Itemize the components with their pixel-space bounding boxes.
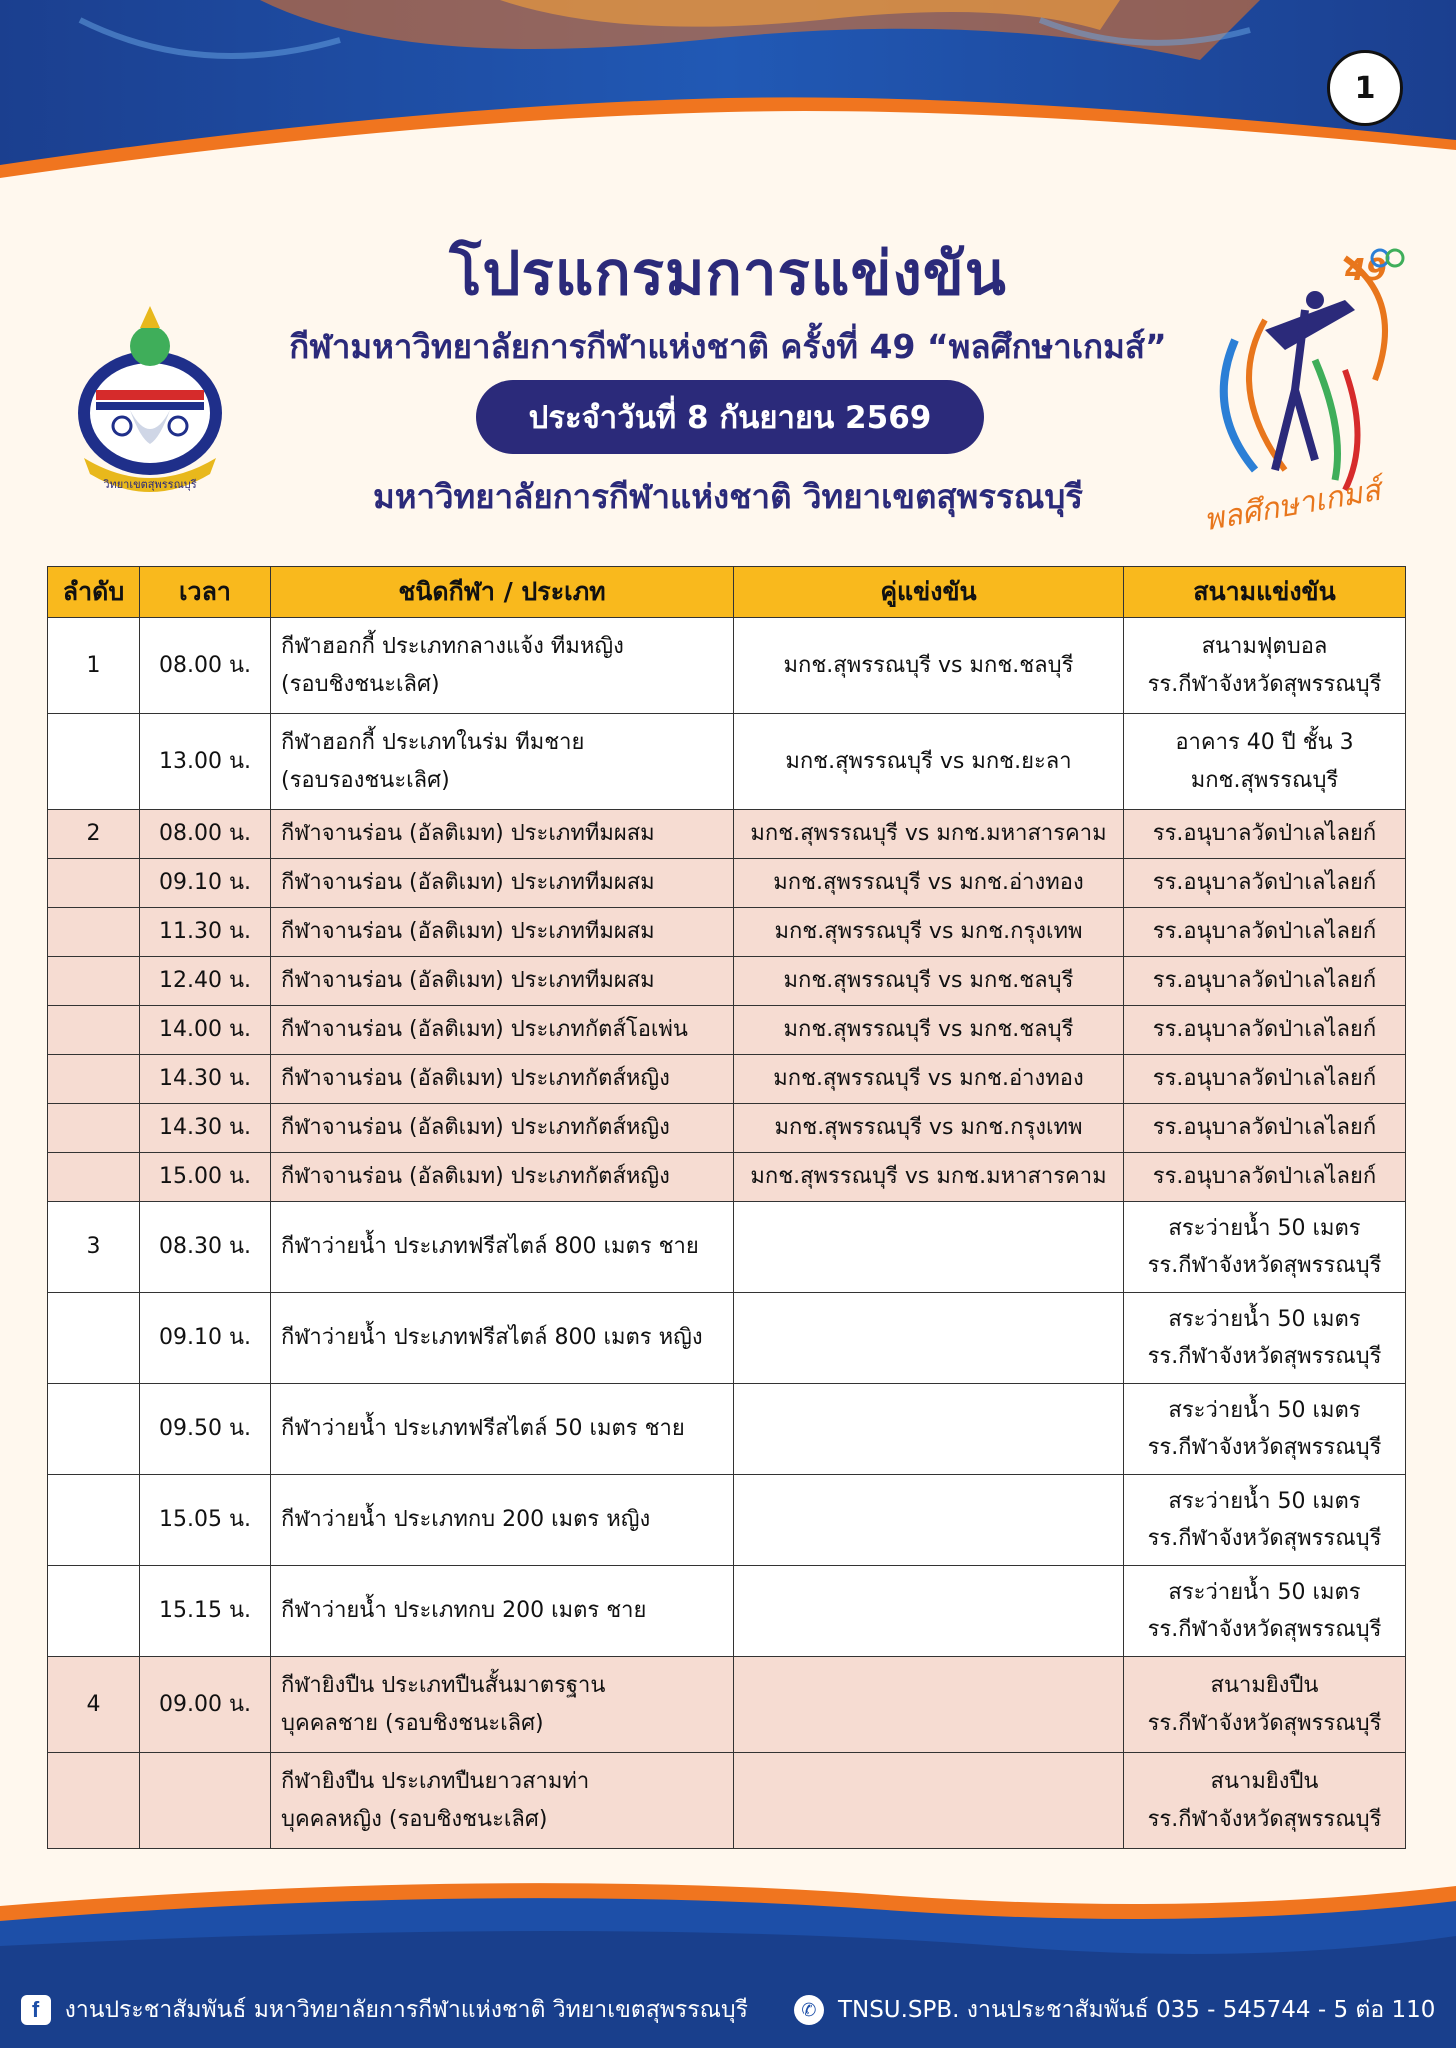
cell-time: 08.00 น.	[140, 810, 271, 859]
cell-order: 1	[48, 618, 140, 714]
venue-line-2: รร.กีฬาจังหวัดสุพรรณบุรี	[1147, 1435, 1382, 1460]
cell-venue	[1124, 1202, 1406, 1293]
cell-time: 15.00 น.	[140, 1153, 271, 1202]
venue-line: สนามยิงปืน	[1210, 1673, 1319, 1699]
venue-line: สนามยิงปืน	[1210, 1769, 1319, 1795]
cell-match	[734, 1202, 1124, 1293]
venue-line: สระว่ายน้ำ 50 เมตร	[1168, 1215, 1361, 1241]
venue-line: สระว่ายน้ำ 50 เมตร	[1168, 1397, 1361, 1423]
sport-line-2: (รอบรองชนะเลิศ)	[281, 767, 450, 793]
cell-sport: กีฬาจานร่อน (อัลติเมท) ประเภทกัตส์หญิง	[271, 1104, 734, 1153]
cell-match: มกช.สุพรรณบุรี vs มกช.ยะลา	[734, 714, 1124, 810]
col-header-venue: สนามแข่งขัน	[1124, 567, 1406, 618]
cell-time: 14.30 น.	[140, 1104, 271, 1153]
table-row	[48, 957, 1406, 1006]
cell-time: 09.50 น.	[140, 1384, 271, 1475]
sport-line-2: (รอบชิงชนะเลิศ)	[281, 671, 440, 697]
venue-line: สนามฟุตบอล	[1201, 634, 1328, 660]
cell-order	[48, 1475, 140, 1566]
cell-match	[734, 1657, 1124, 1753]
phone-icon: ✆	[794, 1995, 824, 2025]
sport-line: กีฬาฮอกกี้ ประเภทในร่ม ทีมชาย	[281, 730, 585, 756]
date-badge: ประจำวันที่ 8 กันยายน 2569	[476, 380, 984, 454]
left-logo-caption: วิทยาเขตสุพรรณบุรี	[103, 478, 197, 491]
cell-sport: กีฬาว่ายน้ำ ประเภทฟรีสไตล์ 800 เมตร หญิง	[271, 1293, 734, 1384]
cell-sport: กีฬาจานร่อน (อัลติเมท) ประเภททีมผสม	[271, 908, 734, 957]
cell-sport: กีฬาว่ายน้ำ ประเภทฟรีสไตล์ 800 เมตร ชาย	[271, 1202, 734, 1293]
cell-venue: รร.อนุบาลวัดป่าเลไลยก์	[1124, 1006, 1406, 1055]
cell-time: 11.30 น.	[140, 908, 271, 957]
cell-time	[140, 1753, 271, 1849]
venue-line-2: รร.กีฬาจังหวัดสุพรรณบุรี	[1147, 1526, 1382, 1551]
top-banner	[0, 0, 1456, 200]
sport-line: กีฬาฮอกกี้ ประเภทกลางแจ้ง ทีมหญิง	[281, 634, 624, 660]
cell-match	[734, 1566, 1124, 1657]
cell-time: 09.10 น.	[140, 1293, 271, 1384]
col-header-sport: ชนิดกีฬา / ประเภท	[271, 567, 734, 618]
cell-match	[734, 1293, 1124, 1384]
cell-venue: รร.อนุบาลวัดป่าเลไลยก์	[1124, 810, 1406, 859]
cell-time: 15.05 น.	[140, 1475, 271, 1566]
cell-sport: กีฬาจานร่อน (อัลติเมท) ประเภทกัตส์หญิง	[271, 1153, 734, 1202]
col-header-match: คู่แข่งขัน	[734, 567, 1124, 618]
cell-venue	[1124, 1293, 1406, 1384]
venue-line-2: รร.กีฬาจังหวัดสุพรรณบุรี	[1147, 1806, 1382, 1832]
table-row	[48, 810, 1406, 859]
cell-order	[48, 1566, 140, 1657]
phone-contact: TNSU.SPB. งานประชาสัมพันธ์ 035 - 545744 - 5 ต่อ 110	[837, 1997, 1436, 2023]
table-row	[48, 1753, 1406, 1849]
cell-sport	[271, 1657, 734, 1753]
campus-name: มหาวิทยาลัยการกีฬาแห่งชาติ วิทยาเขตสุพรรณบุรี	[372, 477, 1084, 516]
footer-contact	[0, 1992, 1456, 2028]
cell-sport	[271, 1753, 734, 1849]
table-row	[48, 1293, 1406, 1384]
cell-match	[734, 1753, 1124, 1849]
facebook-page-name[interactable]: งานประชาสัมพันธ์ มหาวิทยาลัยการกีฬาแห่งชาติ วิทยาเขตสุพรรณบุรี	[64, 1997, 748, 2023]
venue-line-2: รร.กีฬาจังหวัดสุพรรณบุรี	[1147, 1617, 1382, 1642]
table-header-row	[48, 567, 1406, 618]
cell-match: มกช.สุพรรณบุรี vs มกช.ชลบุรี	[734, 618, 1124, 714]
cell-time: 12.40 น.	[140, 957, 271, 1006]
col-header-order: ลำดับ	[48, 567, 140, 618]
cell-venue	[1124, 618, 1406, 714]
cell-sport	[271, 618, 734, 714]
cell-venue	[1124, 1566, 1406, 1657]
cell-time: 13.00 น.	[140, 714, 271, 810]
table-row	[48, 1104, 1406, 1153]
games-logo-text: พลศึกษาเกมส์	[1201, 472, 1384, 539]
schedule-table	[47, 566, 1406, 1849]
cell-order	[48, 714, 140, 810]
cell-order	[48, 957, 140, 1006]
cell-venue	[1124, 714, 1406, 810]
cell-time: 14.00 น.	[140, 1006, 271, 1055]
facebook-icon[interactable]: f	[21, 1995, 51, 2025]
sport-line-2: บุคคลหญิง (รอบชิงชนะเลิศ)	[281, 1806, 548, 1832]
cell-sport: กีฬาจานร่อน (อัลติเมท) ประเภททีมผสม	[271, 810, 734, 859]
col-header-time: เวลา	[140, 567, 271, 618]
cell-venue	[1124, 1475, 1406, 1566]
cell-match: มกช.สุพรรณบุรี vs มกช.อ่างทอง	[734, 859, 1124, 908]
cell-order	[48, 908, 140, 957]
cell-match	[734, 1384, 1124, 1475]
page-number-badge: 1	[1327, 50, 1403, 126]
cell-order: 3	[48, 1202, 140, 1293]
venue-line: อาคาร 40 ปี ชั้น 3	[1175, 730, 1354, 756]
venue-line-2: รร.กีฬาจังหวัดสุพรรณบุรี	[1147, 1344, 1382, 1369]
cell-match: มกช.สุพรรณบุรี vs มกช.อ่างทอง	[734, 1055, 1124, 1104]
cell-time: 09.00 น.	[140, 1657, 271, 1753]
cell-order: 2	[48, 810, 140, 859]
table-row	[48, 1384, 1406, 1475]
table-row	[48, 1153, 1406, 1202]
cell-order	[48, 1753, 140, 1849]
table-row	[48, 714, 1406, 810]
cell-match	[734, 1475, 1124, 1566]
venue-line: สระว่ายน้ำ 50 เมตร	[1168, 1488, 1361, 1514]
cell-venue: รร.อนุบาลวัดป่าเลไลยก์	[1124, 1104, 1406, 1153]
venue-line: สระว่ายน้ำ 50 เมตร	[1168, 1306, 1361, 1332]
cell-order	[48, 859, 140, 908]
table-row	[48, 908, 1406, 957]
cell-order	[48, 1006, 140, 1055]
cell-match: มกช.สุพรรณบุรี vs มกช.กรุงเทพ	[734, 908, 1124, 957]
table-row	[48, 618, 1406, 714]
page-title: โปรแกรมการแข่งขัน	[449, 239, 1007, 309]
cell-venue: รร.อนุบาลวัดป่าเลไลยก์	[1124, 908, 1406, 957]
cell-sport	[271, 714, 734, 810]
cell-sport: กีฬาจานร่อน (อัลติเมท) ประเภทกัตส์โอเพ่น	[271, 1006, 734, 1055]
cell-match: มกช.สุพรรณบุรี vs มกช.มหาสารคาม	[734, 810, 1124, 859]
cell-match: มกช.สุพรรณบุรี vs มกช.มหาสารคาม	[734, 1153, 1124, 1202]
cell-sport: กีฬาว่ายน้ำ ประเภทกบ 200 เมตร หญิง	[271, 1475, 734, 1566]
table-row	[48, 1006, 1406, 1055]
venue-line: สระว่ายน้ำ 50 เมตร	[1168, 1579, 1361, 1605]
page-subtitle: กีฬามหาวิทยาลัยการกีฬาแห่งชาติ ครั้งที่ 49 “พลศึกษาเกมส์”	[289, 327, 1167, 366]
cell-time: 15.15 น.	[140, 1566, 271, 1657]
cell-sport: กีฬาว่ายน้ำ ประเภทฟรีสไตล์ 50 เมตร ชาย	[271, 1384, 734, 1475]
cell-sport: กีฬาจานร่อน (อัลติเมท) ประเภททีมผสม	[271, 859, 734, 908]
venue-line-2: รร.กีฬาจังหวัดสุพรรณบุรี	[1147, 671, 1382, 697]
table-row	[48, 1202, 1406, 1293]
table-row	[48, 859, 1406, 908]
cell-order	[48, 1153, 140, 1202]
cell-venue: รร.อนุบาลวัดป่าเลไลยก์	[1124, 859, 1406, 908]
cell-time: 14.30 น.	[140, 1055, 271, 1104]
cell-match: มกช.สุพรรณบุรี vs มกช.กรุงเทพ	[734, 1104, 1124, 1153]
table-row	[48, 1055, 1406, 1104]
table-row	[48, 1475, 1406, 1566]
venue-line-2: รร.กีฬาจังหวัดสุพรรณบุรี	[1147, 1710, 1382, 1736]
cell-time: 09.10 น.	[140, 859, 271, 908]
cell-match: มกช.สุพรรณบุรี vs มกช.ชลบุรี	[734, 1006, 1124, 1055]
cell-order	[48, 1384, 140, 1475]
sport-line: กีฬายิงปืน ประเภทปืนยาวสามท่า	[281, 1769, 590, 1795]
venue-line-2: มกช.สุพรรณบุรี	[1190, 767, 1339, 793]
cell-venue: รร.อนุบาลวัดป่าเลไลยก์	[1124, 957, 1406, 1006]
cell-match: มกช.สุพรรณบุรี vs มกช.ชลบุรี	[734, 957, 1124, 1006]
table-row	[48, 1566, 1406, 1657]
cell-order	[48, 1055, 140, 1104]
games-logo-number: 49	[1345, 253, 1387, 288]
cell-order	[48, 1293, 140, 1384]
sport-line-2: บุคคลชาย (รอบชิงชนะเลิศ)	[281, 1710, 544, 1736]
cell-sport: กีฬาจานร่อน (อัลติเมท) ประเภทกัตส์หญิง	[271, 1055, 734, 1104]
venue-line-2: รร.กีฬาจังหวัดสุพรรณบุรี	[1147, 1253, 1382, 1278]
cell-order: 4	[48, 1657, 140, 1753]
table-row	[48, 1657, 1406, 1753]
cell-sport: กีฬาว่ายน้ำ ประเภทกบ 200 เมตร ชาย	[271, 1566, 734, 1657]
sport-line: กีฬายิงปืน ประเภทปืนสั้นมาตรฐาน	[281, 1673, 606, 1699]
cell-venue: รร.อนุบาลวัดป่าเลไลยก์	[1124, 1153, 1406, 1202]
cell-sport: กีฬาจานร่อน (อัลติเมท) ประเภททีมผสม	[271, 957, 734, 1006]
cell-time: 08.00 น.	[140, 618, 271, 714]
cell-time: 08.30 น.	[140, 1202, 271, 1293]
cell-order	[48, 1104, 140, 1153]
cell-venue	[1124, 1384, 1406, 1475]
cell-venue	[1124, 1753, 1406, 1849]
cell-venue: รร.อนุบาลวัดป่าเลไลยก์	[1124, 1055, 1406, 1104]
cell-venue	[1124, 1657, 1406, 1753]
